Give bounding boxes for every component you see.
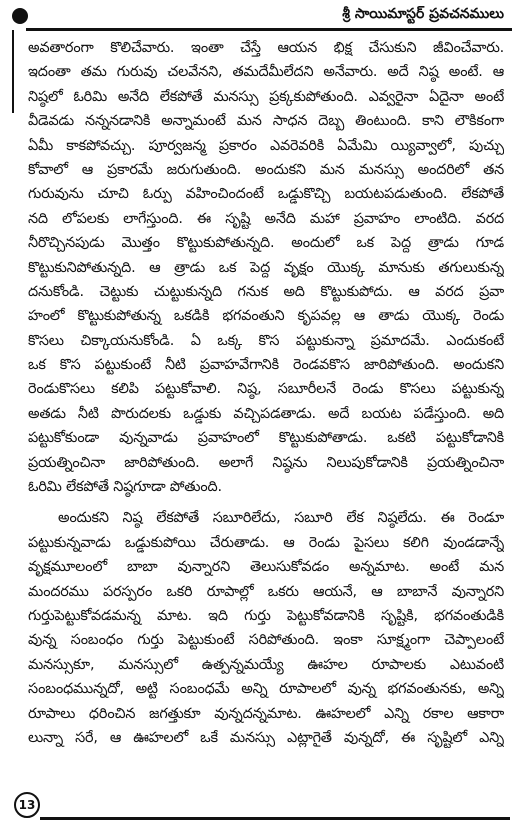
paragraph-2 xyxy=(28,506,504,750)
text-line: రెండుకొసలు కలిపి పట్టుకోవాలి. నిష్ఠ, సబూరీలనే రెండు కొసలు పట్టుకున్న xyxy=(28,381,504,398)
text-line: దనుకోండి. చెట్టుకు చుట్టుకున్నది గనుక అది కొట్టుకుపోదు. ఆ వరద ప్రవా xyxy=(28,283,504,300)
text-line: నీరొచ్చినపుడు మొత్తం కొట్టుకుపోతున్నది. అందులో ఒక పెద్ద త్రాడు గూడ xyxy=(28,235,504,252)
text-line: ప్రయత్నించినా జారిపోతుంది. అలాగే నిష్ఠను నిలుపుకోడానికి ప్రయత్నించినా xyxy=(28,454,504,471)
text-line: లున్నా సరే, ఆ ఊహలలో ఒకే మనస్సు ఎట్లాగైతే వున్నదో, ఈ సృష్టిలో ఎన్ని xyxy=(28,729,504,746)
text-line: కొసలు చిక్కాయనుకోండి. ఏ ఒక్క కొస పట్టుకున్నా ప్రమాదమే. ఎందుకంటే xyxy=(28,332,504,349)
text-line: అందుకని నిష్ఠ లేకపోతే సబూరిలేదు, సబూరి లేక నిష్ఠలేదు. ఈ రెండూ xyxy=(58,510,504,527)
text-line: అతడు నీటి పొరుదలకు ఒడ్డుకు వచ్చిపడతాడు. అదే బయట పడేస్తుంది. అది xyxy=(28,405,504,422)
page-number: 13 xyxy=(14,792,40,818)
text-line: నది లోపలకు లాగేస్తుంది. ఈ సృష్టి అనేది మహా ప్రవాహం లాంటిది. వరద xyxy=(28,210,504,227)
text-line: ఇదంతా తమ గురువు చలవేనని, తమదేమీలేదని అనేవారు. అదే నిష్ఠ అంటే. ఆ xyxy=(28,64,504,81)
page-header xyxy=(8,2,512,32)
page-body xyxy=(28,36,504,750)
text-line: మందరము పరస్పరం ఒకరి రూపాల్లో ఒకరు ఆయనే, ఆ బాబానే వున్నారని xyxy=(28,583,504,600)
text-line: ఏమీ కాకపోవచ్చు. పూర్వజన్మ ప్రకారం ఎవరెవరికి ఏమేమి య్యివ్వాలో, పుచ్చు xyxy=(28,137,504,154)
book-title: శ్రీ సాయిమాస్టర్ ప్రవచనములు xyxy=(342,6,504,22)
header-rule xyxy=(26,28,512,31)
text-line: రూపాలు ధరించిన జగత్తుకూ వున్నదన్నమాట. ఊహలలో ఎన్ని రకాల ఆకారా xyxy=(28,705,504,722)
text-line: గుర్తుపెట్టుకోవడమన్న మాట. ఇది గుర్తు పెట్టుకోవడానికి సృష్టికి, భగవంతుడికి xyxy=(28,607,504,624)
text-line: మనస్సుకూ, మనస్సులో ఉత్పన్నమయ్యే ఊహల రూపాలకు ఎటువంటి xyxy=(28,656,504,673)
text-line: ఒక కొస పట్టుకుంటే నీటి ప్రవాహవేగానికి రెండవకొస జారిపోతుంది. అందుకని xyxy=(28,357,504,374)
text-line: సంబంధమున్నదో, అట్టి సంబంధమే అన్ని రూపాలలో వున్న భగవంతునకు, అన్ని xyxy=(28,681,504,698)
text-line: పట్టుకోకుండా వున్నవాడు ప్రవాహంలో కొట్టుకుపోతాడు. ఒకటి పట్టుకోడానికి xyxy=(28,430,504,447)
text-line: నిష్ఠలో ఓరిమి అనేది లేకపోతే మనస్సు ప్రక్కకుపోతుంది. ఎవ్వరైనా ఏదైనా అంటే xyxy=(28,88,504,105)
margin-rule xyxy=(12,30,14,113)
footer-rule xyxy=(40,817,510,820)
text-line: హంలో కొట్టుకుపోతున్న ఒకడికి భగవంతుని కృపవల్ల ఆ తాడు యొక్క రెండు xyxy=(28,308,504,325)
text-line: ఓరిమి లేకపోతే నిష్ఠగూడా పోతుంది. xyxy=(28,479,222,496)
paragraph-1 xyxy=(28,36,504,499)
text-line: వున్న సంబంధం గుర్తు పెట్టుకుంటే సరిపోతుంది. ఇంకా సూక్ష్మంగా చెప్పాలంటే xyxy=(28,632,504,649)
text-line: కొట్టుకునిపోతున్నది. ఆ త్రాడు ఒక పెద్ద వృక్షం యొక్క మానుకు తగులుకున్న xyxy=(28,259,504,276)
text-line: వీడెవడు నన్ననడానికి అన్నామంటే మన సాధన దెబ్బ తింటుంది. కాని లౌకికంగా xyxy=(28,113,504,130)
text-line: వృక్షమూలంలో బాబా వున్నారని తెలుసుకోవడం అన్నమాట. అంటే మన xyxy=(28,559,504,576)
header-bullet-icon xyxy=(12,8,28,24)
text-line: పట్టుకున్నవాడు ఒడ్డుకుపోయి చేరుతాడు. ఆ రెండు పైసలు కలిగి వుండడాన్నే xyxy=(28,534,504,551)
text-line: కోవాలో ఆ ప్రకారమే జరుగుతుంది. అందుకని మన మనస్సు అందరిలో తన xyxy=(28,161,504,178)
text-line: అవతారంగా కొలిచేవారు. ఇంతా చేస్తే ఆయన భిక్ష చేసుకుని జీవించేవారు. xyxy=(28,40,504,56)
text-line: గురువును చూచి ఓర్పు వహించిందంటే ఒడ్డుకొచ్చి బయటపడుతుంది. లేకపోతే xyxy=(28,186,504,203)
